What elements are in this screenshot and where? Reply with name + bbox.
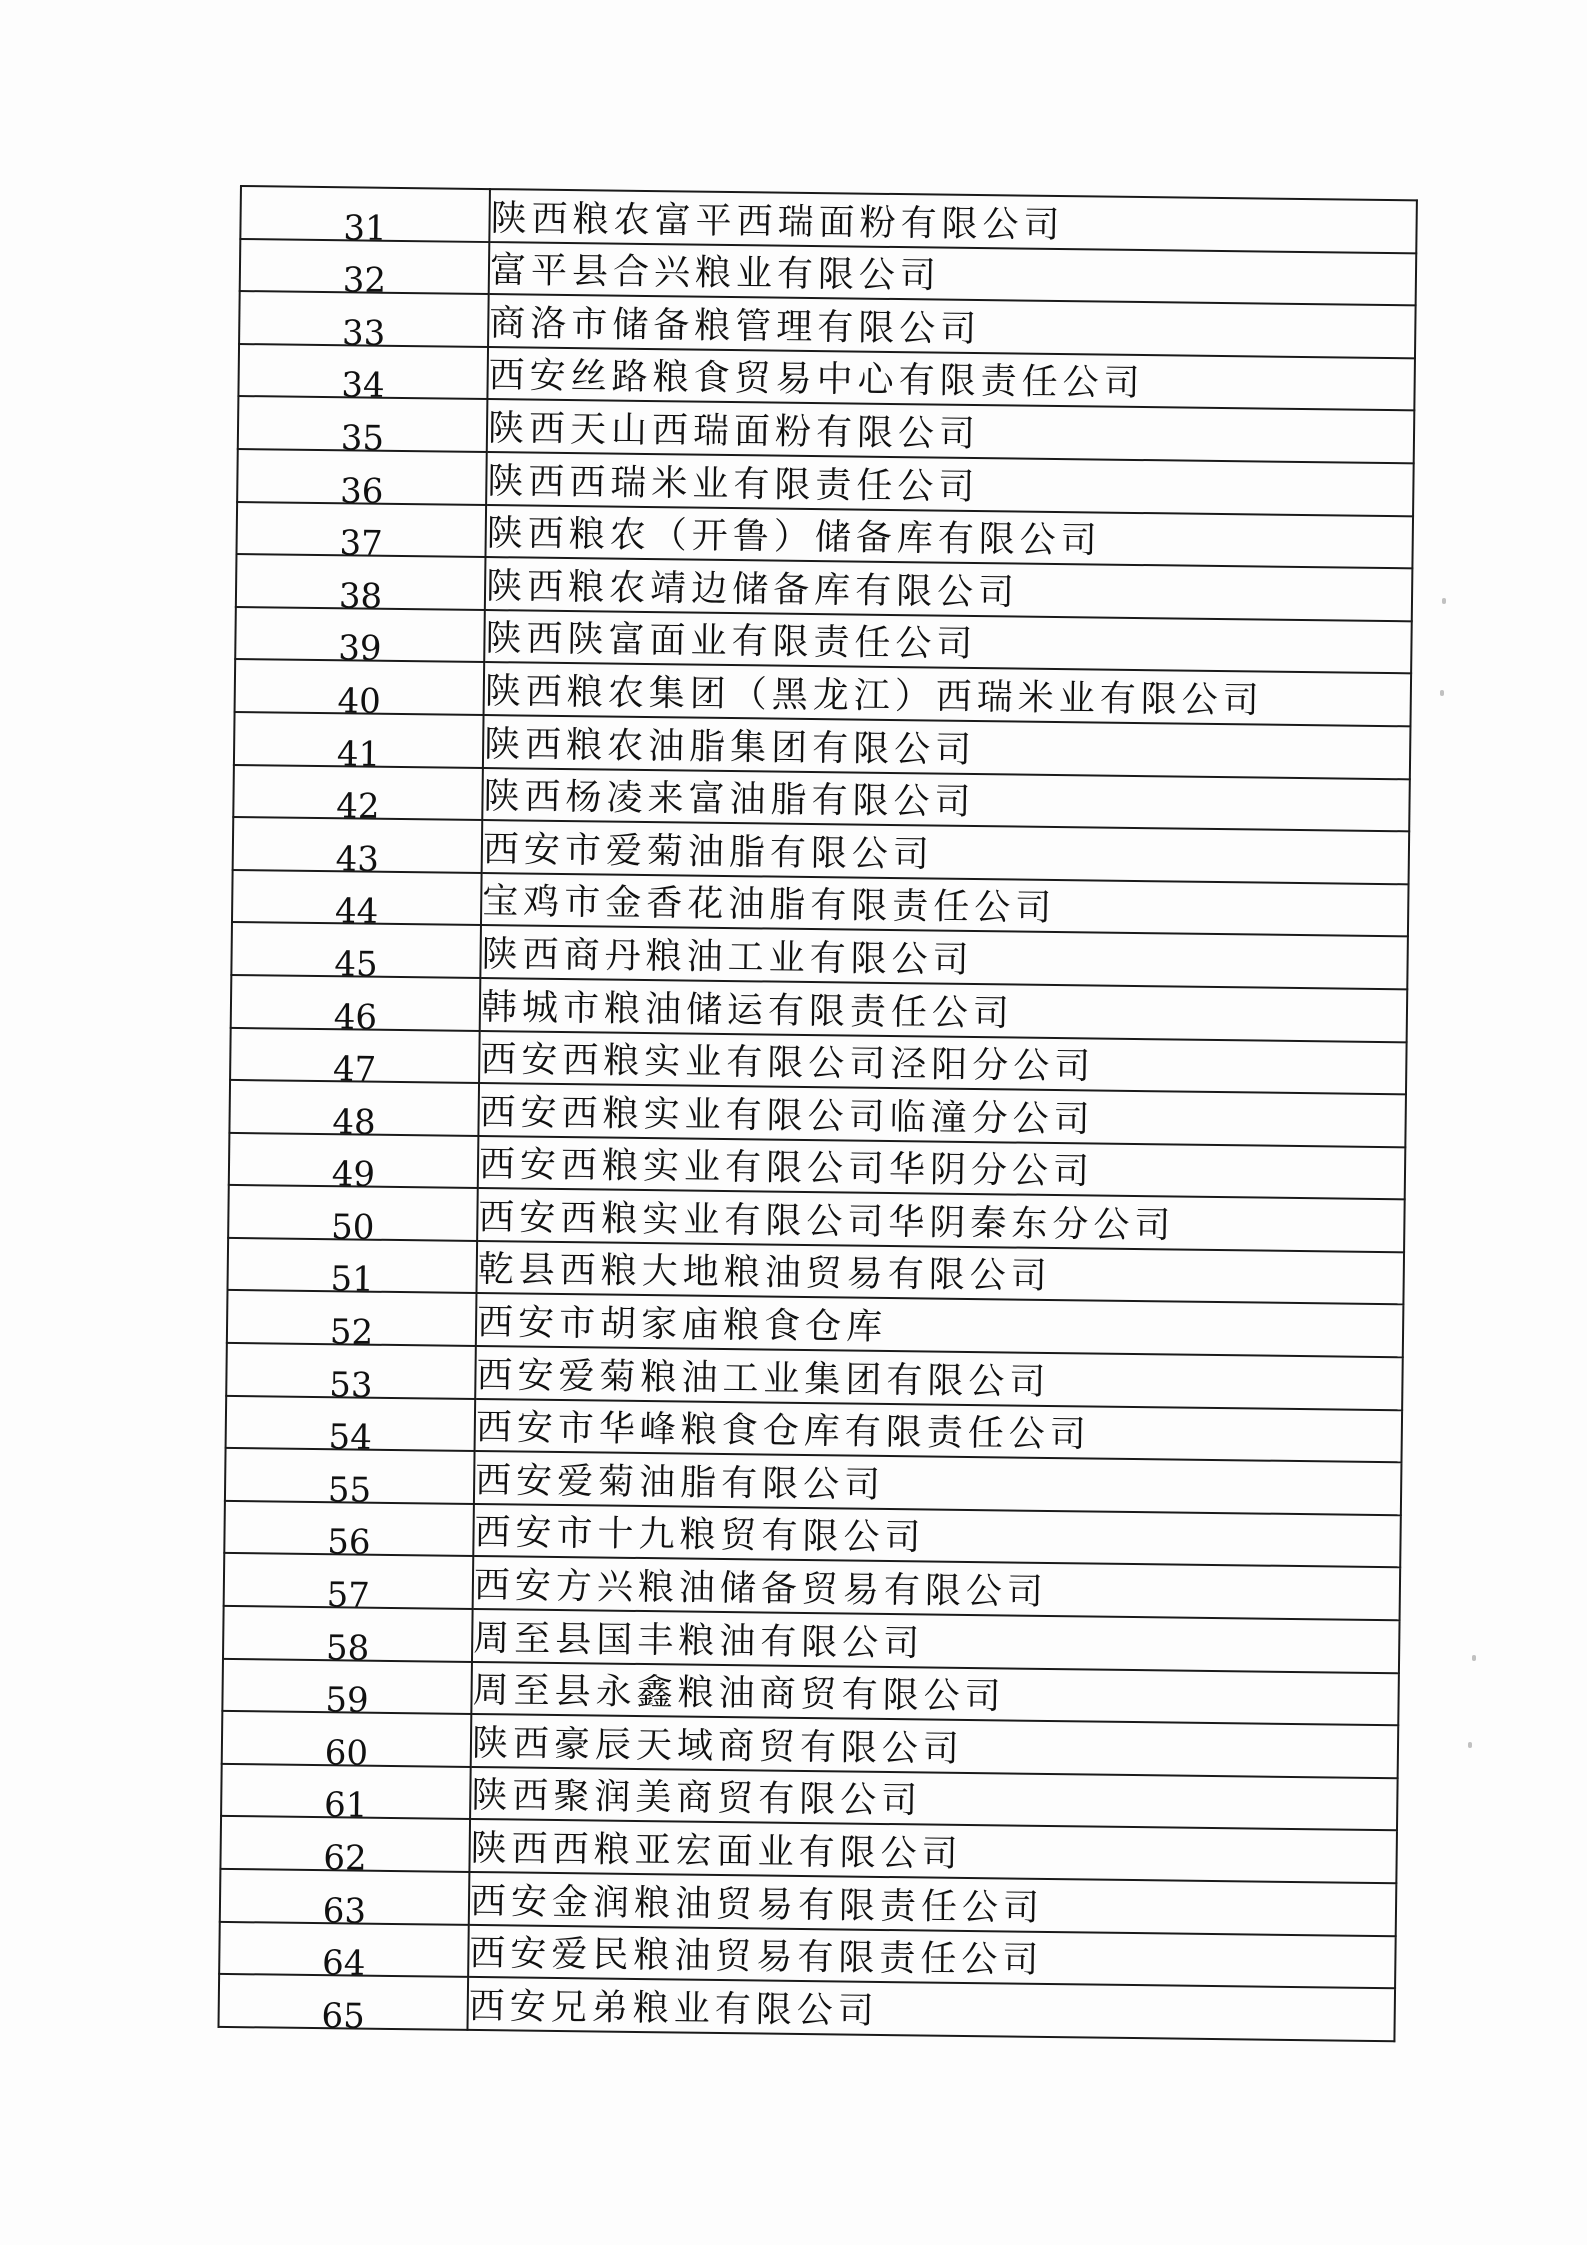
company-name: 陕西陕富面业有限责任公司 bbox=[485, 618, 978, 666]
company-name: 西安市爱菊油脂有限公司 bbox=[482, 828, 935, 876]
company-name: 周至县永鑫粮油商贸有限公司 bbox=[472, 1670, 1006, 1718]
row-number: 63 bbox=[322, 1890, 367, 1932]
row-number: 61 bbox=[323, 1785, 368, 1827]
row-number: 56 bbox=[327, 1522, 371, 1564]
company-name: 西安西粮实业有限公司泾阳分公司 bbox=[480, 1039, 1096, 1088]
company-name: 陕西粮农靖边储备库有限公司 bbox=[485, 565, 1020, 614]
company-name: 陕西天山西瑞面粉有限公司 bbox=[487, 408, 981, 456]
company-name: 陕西西粮亚宏面业有限公司 bbox=[470, 1827, 963, 1875]
company-name: 西安西粮实业有限公司华阴秦东分公司 bbox=[478, 1196, 1176, 1247]
company-name: 宝鸡市金香花油脂有限责任公司 bbox=[482, 881, 1057, 930]
company-name: 西安金润粮油贸易有限责任公司 bbox=[469, 1880, 1045, 1929]
row-number: 54 bbox=[328, 1417, 373, 1458]
company-name: 西安爱民粮油贸易有限责任公司 bbox=[469, 1933, 1044, 1982]
scan-speck bbox=[1468, 1742, 1472, 1748]
company-name: 西安爱菊油脂有限公司 bbox=[474, 1459, 886, 1506]
company-name: 陕西粮农油脂集团有限公司 bbox=[483, 723, 977, 771]
row-number: 32 bbox=[342, 260, 387, 301]
row-number: 52 bbox=[329, 1312, 374, 1353]
row-number: 42 bbox=[336, 786, 380, 827]
company-name: 陕西粮农（开鲁）储备库有限公司 bbox=[486, 513, 1102, 562]
row-number: 34 bbox=[341, 365, 385, 407]
company-name: 陕西粮农富平西瑞面粉有限公司 bbox=[490, 197, 1065, 246]
company-list-table bbox=[217, 185, 1417, 2042]
row-number: 35 bbox=[340, 418, 385, 459]
company-list-table-wrapper bbox=[217, 185, 1417, 2042]
company-name: 周至县国丰粮油有限公司 bbox=[473, 1617, 925, 1665]
row-number: 37 bbox=[339, 523, 383, 564]
company-name: 西安西粮实业有限公司临潼分公司 bbox=[479, 1091, 1095, 1141]
row-number: 48 bbox=[332, 1101, 376, 1143]
company-name: 西安市胡家庙粮食仓库 bbox=[476, 1302, 888, 1349]
row-number: 59 bbox=[325, 1680, 369, 1721]
row-number: 51 bbox=[330, 1259, 374, 1301]
company-name: 陕西粮农集团（黑龙江）西瑞米业有限公司 bbox=[484, 670, 1265, 722]
company-name: 乾县西粮大地粮油贸易有限公司 bbox=[477, 1249, 1052, 1298]
row-number: 62 bbox=[323, 1838, 367, 1879]
row-number: 40 bbox=[337, 681, 382, 722]
row-number: 65 bbox=[321, 1995, 366, 2037]
row-number: 60 bbox=[324, 1732, 369, 1774]
row-number: 47 bbox=[332, 1049, 377, 1090]
company-name: 西安爱菊粮油工业集团有限公司 bbox=[476, 1354, 1051, 1403]
scan-speck bbox=[1440, 690, 1444, 696]
row-number: 39 bbox=[337, 628, 382, 670]
scan-speck bbox=[1472, 1655, 1476, 1661]
row-number: 57 bbox=[326, 1575, 371, 1616]
company-name: 西安市华峰粮食仓库有限责任公司 bbox=[475, 1407, 1092, 1456]
company-name: 富平县合兴粮业有限公司 bbox=[489, 250, 942, 297]
company-name: 陕西聚润美商贸有限公司 bbox=[471, 1775, 923, 1822]
company-name: 西安兄弟粮业有限公司 bbox=[468, 1985, 880, 2032]
company-name: 韩城市粮油储运有限责任公司 bbox=[480, 986, 1015, 1035]
row-number: 33 bbox=[341, 313, 386, 354]
company-name: 西安方兴粮油储备贸易有限公司 bbox=[473, 1564, 1049, 1614]
company-name: 陕西商丹粮油工业有限公司 bbox=[481, 933, 974, 981]
company-name: 西安丝路粮食贸易中心有限责任公司 bbox=[488, 355, 1145, 405]
table-body bbox=[218, 186, 1416, 2041]
row-number: 55 bbox=[327, 1470, 372, 1511]
row-number: 50 bbox=[330, 1207, 375, 1248]
row-number: 58 bbox=[325, 1627, 370, 1669]
row-number: 45 bbox=[334, 944, 378, 985]
row-number: 38 bbox=[338, 575, 383, 617]
row-number: 64 bbox=[321, 1943, 366, 1984]
row-number: 31 bbox=[343, 207, 387, 249]
row-number: 49 bbox=[331, 1154, 376, 1196]
company-name: 商洛市储备粮管理有限公司 bbox=[489, 302, 982, 350]
row-number: 43 bbox=[335, 838, 380, 880]
company-name: 陕西西瑞米业有限责任公司 bbox=[487, 460, 980, 508]
row-number: 53 bbox=[328, 1364, 373, 1406]
row-number: 46 bbox=[333, 996, 378, 1038]
row-number: 36 bbox=[339, 470, 384, 512]
company-name-cell bbox=[467, 1977, 1395, 2041]
company-name: 陕西杨凌来富油脂有限公司 bbox=[483, 776, 976, 824]
row-number: 41 bbox=[336, 733, 381, 775]
row-number: 44 bbox=[334, 891, 379, 933]
company-name: 西安西粮实业有限公司华阴分公司 bbox=[478, 1144, 1095, 1193]
scan-speck bbox=[1442, 598, 1446, 604]
row-number-cell bbox=[240, 186, 490, 249]
company-name: 陕西豪辰天域商贸有限公司 bbox=[471, 1722, 965, 1770]
company-name: 西安市十九粮贸有限公司 bbox=[474, 1512, 926, 1559]
